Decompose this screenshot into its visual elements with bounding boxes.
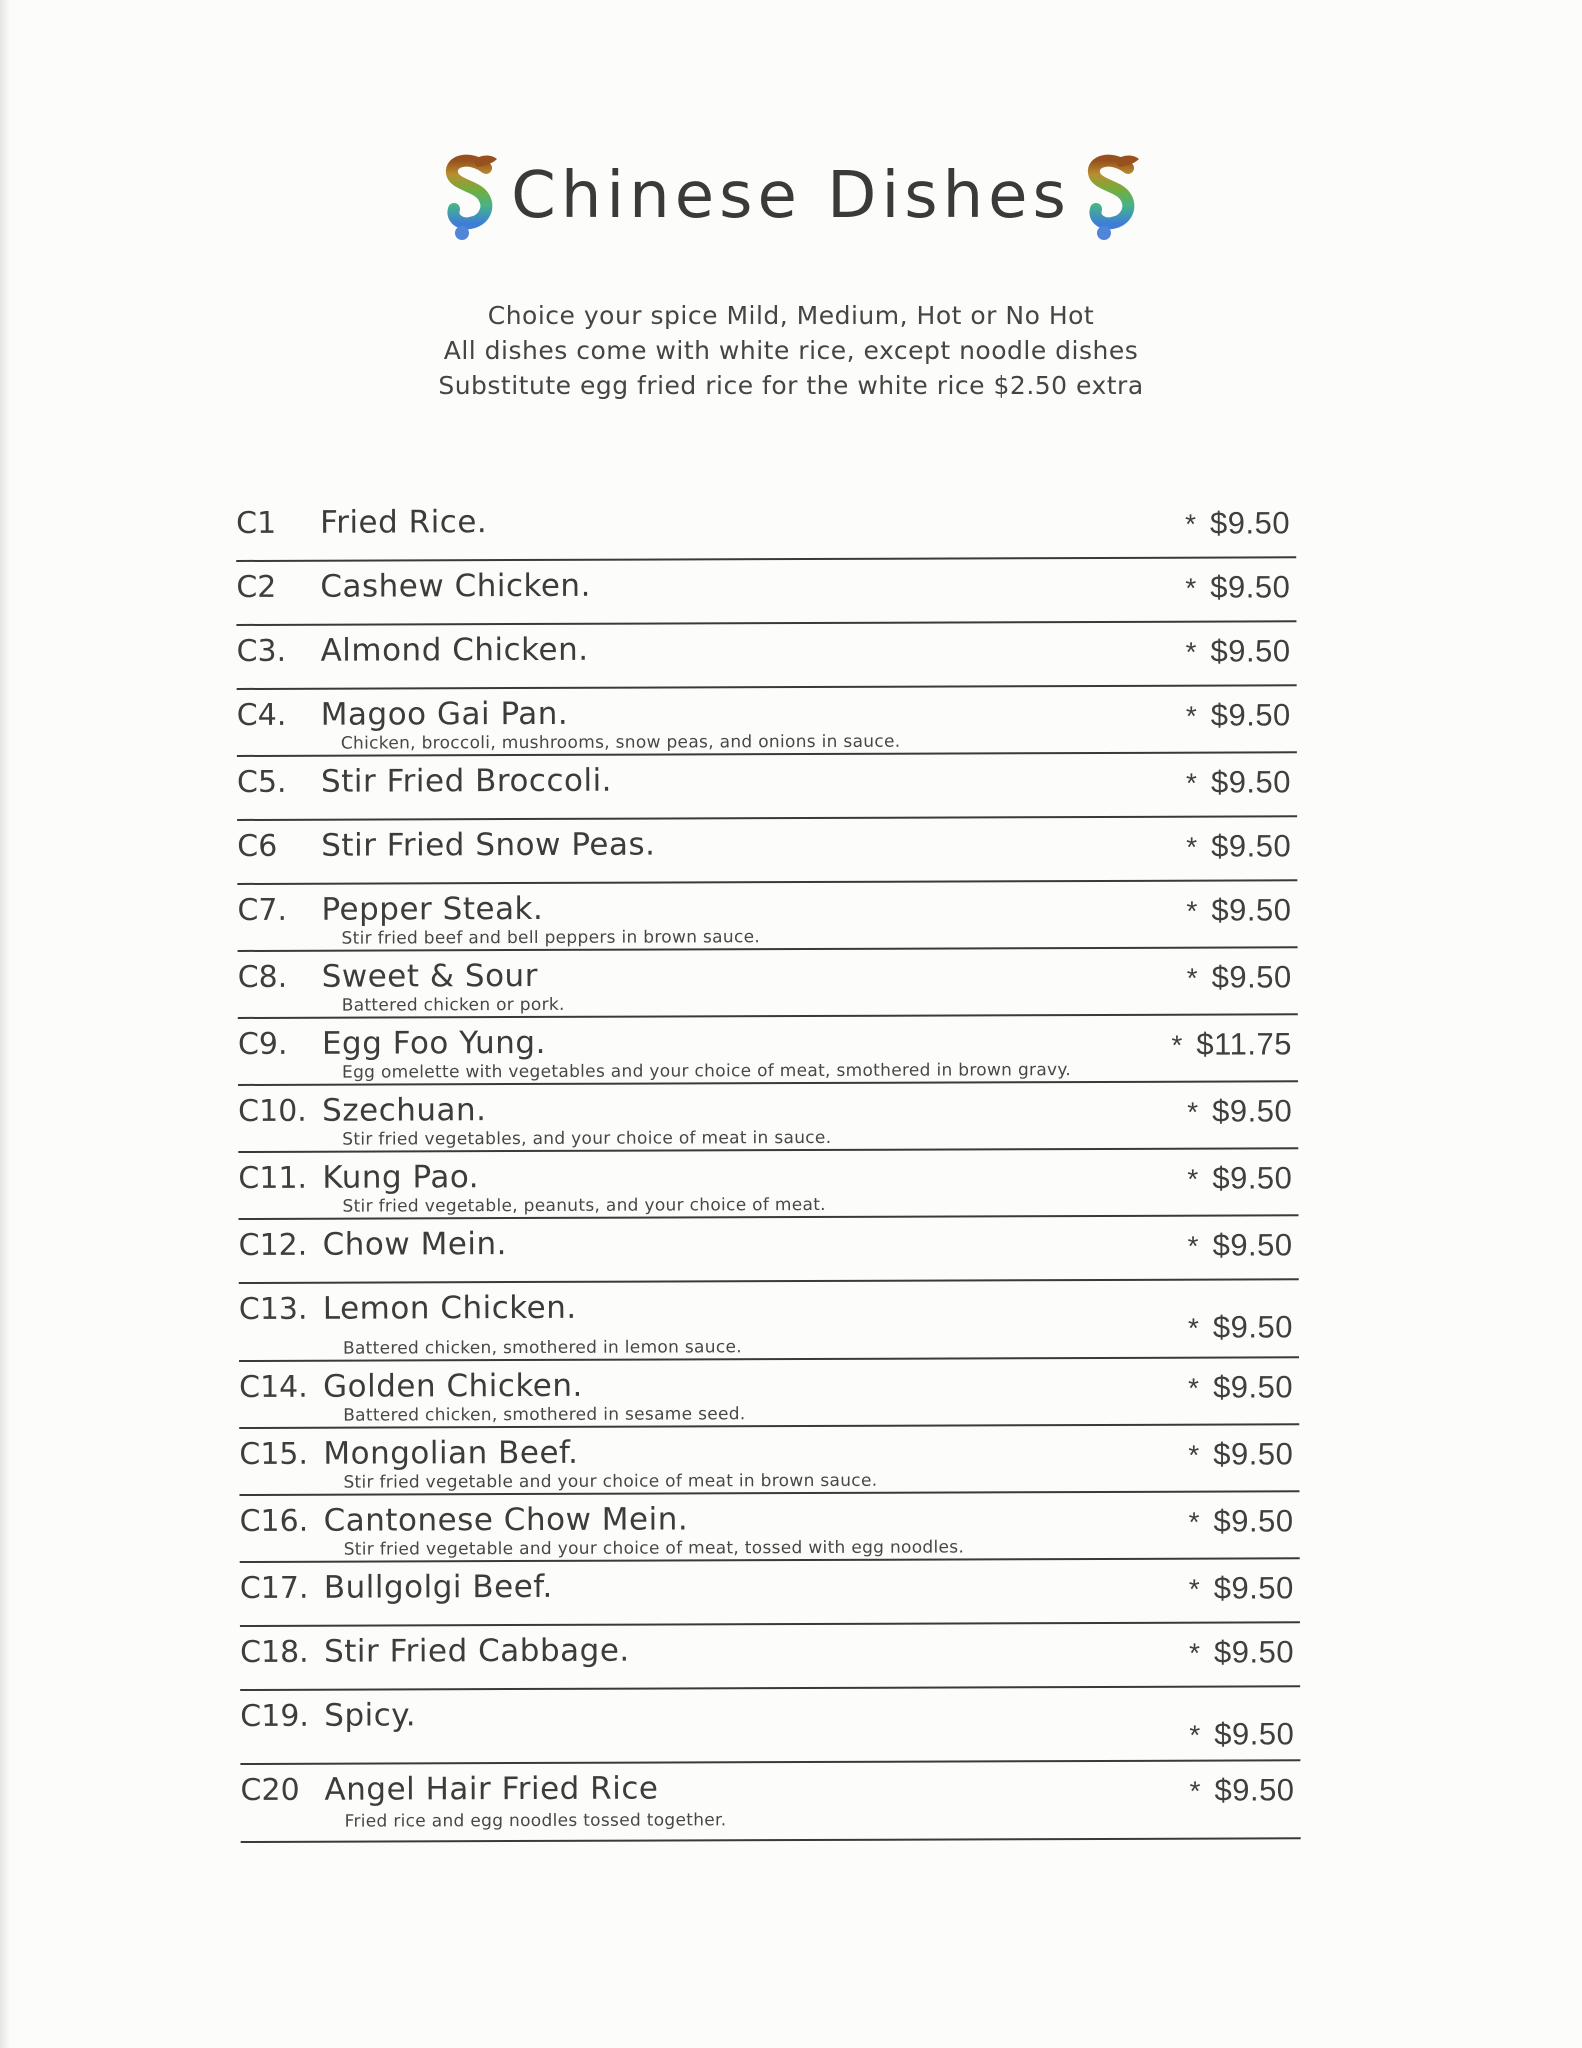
item-name: Cashew Chicken. bbox=[320, 567, 591, 605]
price-marker: * bbox=[1171, 1029, 1183, 1061]
item-description: Stir fried beef and bell peppers in brown sauce. bbox=[341, 927, 761, 949]
price-marker: * bbox=[1185, 700, 1197, 732]
menu-row bbox=[239, 1492, 1299, 1563]
item-description: Battered chicken, smothered in sesame seed. bbox=[343, 1404, 746, 1426]
price-marker: * bbox=[1187, 1163, 1199, 1195]
menu-row bbox=[238, 948, 1298, 1019]
item-price: $9.50 bbox=[1211, 828, 1292, 864]
header bbox=[0, 150, 1582, 242]
item-description: Fried rice and egg noodles tossed together. bbox=[344, 1810, 727, 1832]
item-price: $9.50 bbox=[1212, 1160, 1293, 1196]
menu-row bbox=[239, 1280, 1299, 1362]
item-code: C11. bbox=[238, 1160, 308, 1196]
price-marker: * bbox=[1185, 636, 1197, 668]
price-marker: * bbox=[1189, 1719, 1201, 1751]
item-description: Battered chicken or pork. bbox=[341, 994, 565, 1016]
price-group bbox=[1189, 1503, 1300, 1539]
item-code: C8. bbox=[237, 959, 288, 995]
dragon-icon-right bbox=[1081, 150, 1143, 242]
item-description: Stir fried vegetable and your choice of meat in brown sauce. bbox=[343, 1470, 878, 1493]
item-code: C17. bbox=[239, 1570, 309, 1606]
page-title: Chinese Dishes bbox=[511, 159, 1071, 233]
item-price: $9.50 bbox=[1210, 633, 1291, 669]
item-name: Stir Fried Broccoli. bbox=[320, 762, 613, 800]
menu-row-main bbox=[238, 1022, 1298, 1062]
price-group bbox=[1189, 1716, 1300, 1752]
item-name: Magoo Gai Pan. bbox=[320, 695, 569, 733]
menu-row-main bbox=[236, 629, 1296, 669]
note-line: Choice your spice Mild, Medium, Hot or No Hot bbox=[487, 301, 1095, 330]
item-description: Chicken, broccoli, mushrooms, snow peas, and onions in sauce. bbox=[340, 731, 901, 754]
menu-row-main bbox=[237, 888, 1297, 928]
price-marker: * bbox=[1188, 1573, 1200, 1605]
price-group bbox=[1186, 764, 1297, 800]
item-code: C12. bbox=[238, 1227, 308, 1263]
item-name: Stir Fried Cabbage. bbox=[323, 1632, 630, 1670]
price-group bbox=[1189, 1634, 1300, 1670]
menu-row-main bbox=[239, 1223, 1299, 1263]
item-price: $9.50 bbox=[1210, 697, 1291, 733]
item-price: $9.50 bbox=[1213, 1436, 1294, 1472]
menu-row-main bbox=[236, 501, 1296, 541]
price-marker: * bbox=[1186, 831, 1198, 863]
item-code: C18. bbox=[239, 1634, 309, 1670]
item-name: Bullgolgi Beef. bbox=[323, 1568, 553, 1606]
item-code: C3. bbox=[236, 633, 287, 669]
price-group bbox=[1186, 697, 1297, 733]
menu-notes bbox=[0, 298, 1582, 403]
item-name: Golden Chicken. bbox=[323, 1367, 583, 1405]
price-group bbox=[1188, 1227, 1299, 1263]
price-group bbox=[1188, 1309, 1299, 1345]
item-price: $9.50 bbox=[1209, 505, 1291, 541]
price-marker: * bbox=[1188, 1439, 1200, 1471]
item-code: C20 bbox=[240, 1772, 300, 1808]
price-group bbox=[1189, 1570, 1300, 1606]
item-code: C19. bbox=[240, 1698, 309, 1734]
menu-row-main bbox=[238, 1156, 1298, 1196]
menu-row bbox=[240, 1687, 1300, 1765]
menu-row-main bbox=[238, 1089, 1298, 1129]
price-group bbox=[1185, 505, 1296, 541]
item-name: Kung Pao. bbox=[322, 1159, 480, 1196]
menu-row-main bbox=[238, 1287, 1299, 1345]
price-marker: * bbox=[1185, 508, 1197, 540]
price-marker: * bbox=[1188, 1506, 1200, 1538]
menu-row-main bbox=[240, 1630, 1300, 1670]
item-code: C1 bbox=[236, 505, 277, 541]
menu-row bbox=[236, 622, 1296, 690]
item-description: Stir fried vegetables, and your choice of meat in sauce. bbox=[342, 1127, 832, 1150]
item-price: $9.50 bbox=[1212, 1093, 1293, 1129]
item-code: C5. bbox=[236, 764, 287, 800]
price-marker: * bbox=[1189, 1775, 1201, 1807]
price-marker: * bbox=[1188, 1372, 1200, 1404]
item-name: Angel Hair Fried Rice bbox=[324, 1770, 659, 1808]
item-code: C15. bbox=[239, 1436, 309, 1472]
item-price: $9.50 bbox=[1210, 764, 1292, 800]
menu-row-main bbox=[239, 1432, 1299, 1472]
price-group bbox=[1187, 1093, 1298, 1129]
dragon-icon-left bbox=[439, 150, 501, 242]
price-group bbox=[1186, 828, 1297, 864]
item-price: $9.50 bbox=[1212, 1227, 1293, 1263]
price-group bbox=[1187, 1160, 1298, 1196]
price-group bbox=[1188, 1369, 1299, 1405]
menu-row-main bbox=[240, 1499, 1300, 1539]
menu-row bbox=[237, 686, 1297, 757]
price-group bbox=[1186, 892, 1297, 928]
menu-row bbox=[237, 753, 1297, 821]
menu-row bbox=[238, 1082, 1298, 1153]
item-price: $9.50 bbox=[1213, 1503, 1294, 1539]
price-marker: * bbox=[1187, 1230, 1199, 1262]
item-price: $9.50 bbox=[1211, 959, 1292, 995]
price-marker: * bbox=[1187, 1096, 1199, 1128]
menu-row bbox=[240, 1623, 1300, 1691]
menu-row bbox=[238, 1015, 1298, 1086]
item-name: Lemon Chicken. bbox=[322, 1289, 577, 1327]
item-code: C4. bbox=[236, 697, 287, 733]
item-description: Battered chicken, smothered in lemon sauce. bbox=[342, 1337, 742, 1359]
menu-row-main bbox=[240, 1694, 1300, 1752]
item-code: C16. bbox=[239, 1503, 309, 1539]
price-marker: * bbox=[1188, 1637, 1201, 1669]
price-group bbox=[1188, 1436, 1299, 1472]
item-price: $11.75 bbox=[1196, 1026, 1292, 1062]
price-group bbox=[1185, 633, 1296, 669]
item-name: Pepper Steak. bbox=[321, 890, 544, 928]
item-price: $9.50 bbox=[1211, 892, 1292, 928]
menu-row bbox=[240, 1559, 1300, 1627]
item-price: $9.50 bbox=[1213, 1570, 1294, 1606]
price-marker: * bbox=[1185, 572, 1197, 604]
item-description: Egg omelette with vegetables and your choice of meat, smothered in brown gravy. bbox=[341, 1060, 1072, 1083]
item-code: C2 bbox=[236, 569, 277, 605]
item-price: $9.50 bbox=[1212, 1309, 1293, 1345]
menu-row-main bbox=[237, 824, 1297, 864]
menu-row-main bbox=[240, 1768, 1300, 1808]
item-description: Stir fried vegetable, peanuts, and your choice of meat. bbox=[342, 1194, 826, 1217]
item-name: Fried Rice. bbox=[320, 504, 488, 541]
menu-row-main bbox=[237, 693, 1297, 733]
item-name: Mongolian Beef. bbox=[323, 1434, 579, 1472]
menu-row bbox=[238, 1149, 1298, 1220]
item-name: Cantonese Chow Mein. bbox=[323, 1501, 689, 1539]
item-name: Spicy. bbox=[324, 1697, 417, 1734]
price-group bbox=[1185, 569, 1296, 605]
price-group bbox=[1189, 1772, 1300, 1808]
item-name: Sweet & Sour bbox=[321, 957, 538, 995]
item-code: C6 bbox=[237, 828, 278, 864]
menu-row bbox=[236, 558, 1296, 626]
item-price: $9.50 bbox=[1214, 1772, 1295, 1808]
menu-row-main bbox=[236, 565, 1296, 605]
menu-row bbox=[239, 1425, 1299, 1496]
item-description: Stir fried vegetable and your choice of meat, tossed with egg noodles. bbox=[343, 1537, 965, 1560]
item-price: $9.50 bbox=[1214, 1716, 1295, 1752]
item-name: Almond Chicken. bbox=[320, 631, 589, 669]
menu-row bbox=[239, 1216, 1299, 1284]
menu-row-main bbox=[238, 955, 1298, 995]
item-name: Egg Foo Yung. bbox=[321, 1024, 546, 1062]
item-code: C13. bbox=[238, 1291, 308, 1327]
note-line: All dishes come with white rice, except noodle dishes bbox=[443, 336, 1139, 365]
note-line: Substitute egg fried rice for the white rice $2.50 extra bbox=[438, 371, 1144, 400]
menu-row-main bbox=[239, 1365, 1299, 1405]
item-price: $9.50 bbox=[1213, 1634, 1295, 1670]
menu-items bbox=[236, 494, 1301, 1843]
price-marker: * bbox=[1186, 895, 1198, 927]
price-marker: * bbox=[1186, 962, 1198, 994]
item-code: C14. bbox=[239, 1369, 308, 1405]
item-name: Stir Fried Snow Peas. bbox=[321, 826, 656, 864]
price-marker: * bbox=[1187, 1312, 1199, 1344]
menu-row bbox=[239, 1358, 1299, 1429]
price-group bbox=[1187, 959, 1298, 995]
menu-row-main bbox=[237, 760, 1297, 800]
item-code: C10. bbox=[238, 1093, 307, 1129]
menu-row bbox=[237, 817, 1297, 885]
item-price: $9.50 bbox=[1210, 569, 1291, 605]
price-group bbox=[1171, 1026, 1298, 1062]
item-name: Chow Mein. bbox=[322, 1226, 508, 1263]
menu-row bbox=[236, 494, 1296, 562]
item-code: C7. bbox=[237, 892, 288, 928]
menu-row bbox=[240, 1761, 1300, 1843]
menu-row-main bbox=[240, 1566, 1300, 1606]
item-code: C9. bbox=[237, 1026, 288, 1062]
menu-row bbox=[237, 881, 1297, 952]
item-price: $9.50 bbox=[1212, 1369, 1294, 1405]
item-name: Szechuan. bbox=[322, 1092, 487, 1129]
price-marker: * bbox=[1185, 767, 1197, 799]
